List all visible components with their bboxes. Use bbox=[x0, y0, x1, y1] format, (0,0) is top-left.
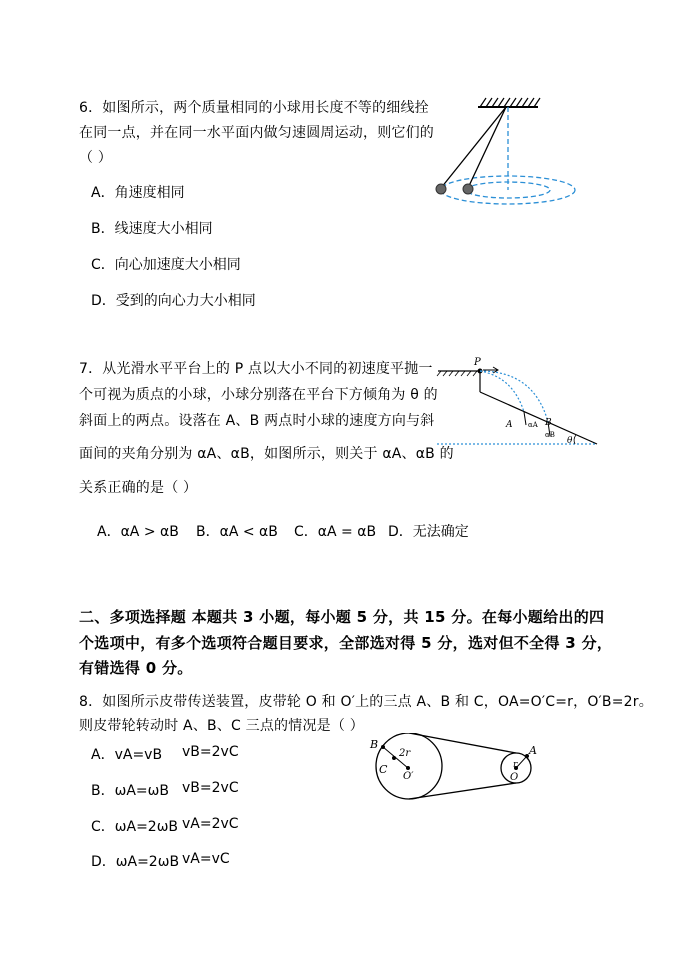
q6-line-1: 6．如图所示，两个质量相同的小球用长度不等的细线拴 bbox=[79, 100, 429, 116]
section2-line-1: 二、多项选择题 本题共 3 小题，每小题 5 分，共 15 分。在每小题给出的四 bbox=[79, 608, 605, 626]
q8-label-b: B bbox=[370, 738, 379, 751]
q7-line-4: 面间的夹角分别为 αA、αB，如图所示，则关于 αA、αB 的 bbox=[79, 446, 454, 462]
q8-belt-pulley-figure bbox=[365, 733, 545, 803]
q8-option-a-part2: vB=2vC bbox=[182, 744, 239, 760]
q8-label-2r: 2r bbox=[399, 748, 411, 759]
q7-label-alpha-a: αA bbox=[528, 421, 538, 429]
q7-option-d: D．无法确定 bbox=[388, 524, 469, 540]
q8-option-d-part2: vA=vC bbox=[182, 851, 230, 867]
q8-option-d-part1: D．ωA=2ωB bbox=[91, 854, 180, 870]
q6-paren: （ ） bbox=[79, 150, 113, 166]
q6-option-c: C．向心加速度大小相同 bbox=[91, 257, 241, 273]
q8-label-o-prime: O′ bbox=[403, 771, 414, 782]
q7-line-1: 7．从光滑水平平台上的 P 点以大小不同的初速度平抛一 bbox=[79, 361, 433, 377]
q8-option-b-part1: B．ωA=ωB bbox=[91, 783, 169, 799]
q7-label-p: P bbox=[474, 357, 481, 368]
q6-option-a: A．角速度相同 bbox=[91, 185, 185, 201]
q7-incline-figure bbox=[435, 355, 600, 450]
q7-label-a: A bbox=[506, 420, 513, 430]
q8-option-a-part1: A．vA=vB bbox=[91, 747, 163, 763]
q7-line-2: 个可视为质点的小球，小球分别落在平台下方倾角为 θ 的 bbox=[79, 387, 438, 403]
q8-label-c: C bbox=[379, 763, 388, 776]
q8-label-r: r bbox=[513, 760, 518, 770]
q6-pendulum-figure bbox=[430, 95, 590, 220]
q8-line-2: 则皮带轮转动时 A、B、C 三点的情况是（ ） bbox=[79, 718, 364, 734]
q8-option-c-part1: C．ωA=2ωB bbox=[91, 819, 179, 835]
q7-option-a: A．αA > αB bbox=[97, 524, 179, 540]
q8-option-c-part2: vA=2vC bbox=[182, 816, 239, 832]
q7-label-alpha-b: αB bbox=[545, 431, 555, 439]
q7-option-c: C．αA = αB bbox=[294, 524, 377, 540]
q8-label-a: A bbox=[529, 744, 537, 757]
q8-line-1: 8．如图所示皮带传送装置，皮带轮 O 和 O′上的三点 A、B 和 C，OA=O′C=r，O′B=2r。 bbox=[79, 694, 653, 710]
q8-label-o: O bbox=[510, 772, 519, 783]
q7-line-3: 斜面上的两点。设落在 A、B 两点时小球的速度方向与斜 bbox=[79, 413, 435, 429]
section2-line-2: 个选项中，有多个选项符合题目要求，全部选对得 5 分，选对但不全得 3 分， bbox=[79, 634, 613, 652]
q6-option-b: B．线速度大小相同 bbox=[91, 221, 213, 237]
q8-option-b-part2: vB=2vC bbox=[182, 780, 239, 796]
q6-option-d: D．受到的向心力大小相同 bbox=[91, 293, 256, 309]
section2-line-3: 有错选得 0 分。 bbox=[79, 659, 193, 677]
q7-label-theta: θ bbox=[567, 436, 573, 446]
q6-line-2: 在同一点，并在同一水平面内做匀速圆周运动，则它们的 bbox=[79, 125, 434, 141]
q7-label-b: B bbox=[545, 418, 552, 428]
q7-line-5: 关系正确的是（ ） bbox=[79, 480, 198, 496]
q7-option-b: B．αA < αB bbox=[196, 524, 278, 540]
